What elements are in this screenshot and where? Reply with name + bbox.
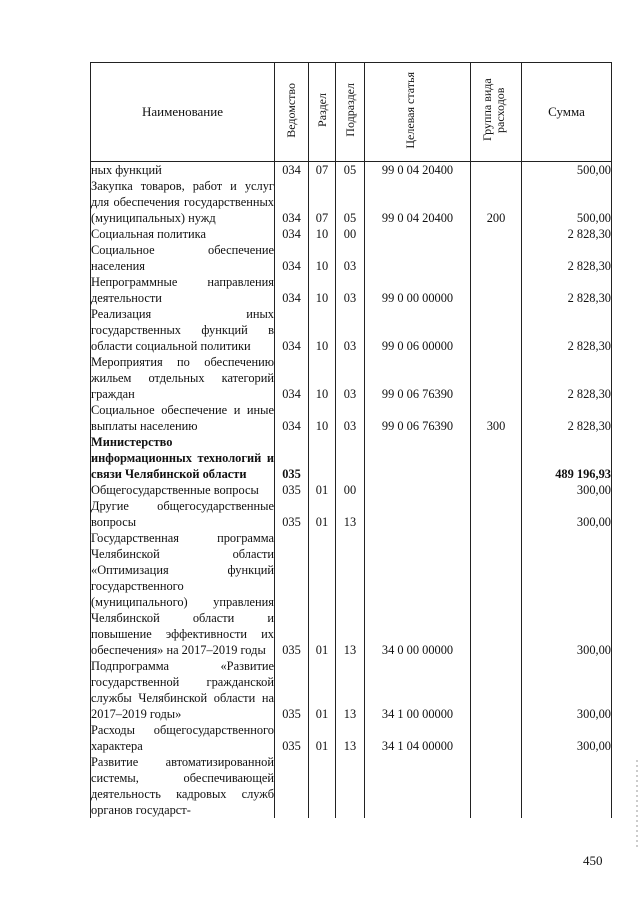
row-section: 01 [309,530,336,658]
row-section: 10 [309,306,336,354]
row-target: 99 0 06 00000 [365,306,471,354]
row-amount: 300,00 [522,722,612,754]
row-amount: 489 196,93 [522,434,612,482]
row-section: 01 [309,658,336,722]
row-amount: 300,00 [522,530,612,658]
row-amount: 2 828,30 [522,354,612,402]
row-name: Государственная программа Челябинской области «Оптимизация функций государственного (муниципального) управления Челябинской области и повышение эффективности их обеспечения» на 2017–2019 годы [91,531,274,657]
row-target [365,482,471,498]
row-amount: 300,00 [522,498,612,530]
table-row [91,722,612,754]
row-target: 34 0 00 00000 [365,530,471,658]
row-subsection: 05 [336,162,365,179]
row-amount: 2 828,30 [522,306,612,354]
budget-table [90,62,612,818]
row-amount: 2 828,30 [522,402,612,434]
table-row [91,162,612,179]
row-section: 10 [309,226,336,242]
row-section: 07 [309,178,336,226]
table-row [91,242,612,274]
row-expense-group [471,434,522,482]
table-header-row [91,63,612,162]
page-number: 450 [583,853,603,868]
row-department: 035 [275,722,309,754]
row-name: Другие общегосударственные вопросы [91,499,274,529]
row-department: 035 [275,658,309,722]
row-section: 07 [309,162,336,179]
row-amount: 2 828,30 [522,226,612,242]
row-department: 034 [275,354,309,402]
row-name: Закупка товаров, работ и услуг для обеспечения государственных (муниципальных) нужд [91,179,274,225]
table-row [91,274,612,306]
row-section: 10 [309,402,336,434]
row-target [365,434,471,482]
row-subsection: 03 [336,306,365,354]
row-name: Реализация иных государственных функций в области социальной политики [91,307,274,353]
row-target [365,754,471,818]
row-target: 99 0 00 00000 [365,274,471,306]
header-subsection: Подраздел [336,63,365,162]
header-amount: Сумма [522,63,612,162]
table-row [91,530,612,658]
table-row [91,178,612,226]
row-expense-group [471,354,522,402]
header-department: Ведомство [275,63,309,162]
row-subsection: 03 [336,242,365,274]
row-target: 99 0 04 20400 [365,178,471,226]
row-name: Непрограммные направления деятельности [91,275,274,305]
table-row [91,482,612,498]
row-department: 034 [275,274,309,306]
row-target: 99 0 06 76390 [365,354,471,402]
row-section [309,434,336,482]
header-expense-group: Группа вида расходов [471,63,522,162]
row-expense-group [471,530,522,658]
row-section: 10 [309,354,336,402]
row-name: Подпрограмма «Развитие государственной гражданской службы Челябинской области на 2017–2019 годы» [91,659,274,721]
row-expense-group [471,242,522,274]
row-target [365,226,471,242]
row-name: Мероприятия по обеспечению жильем отдельных категорий граждан [91,355,274,401]
row-department: 035 [275,530,309,658]
table-row [91,658,612,722]
row-subsection: 03 [336,274,365,306]
row-subsection: 13 [336,722,365,754]
row-expense-group [471,482,522,498]
row-name: ных функций [91,162,275,179]
row-subsection: 03 [336,354,365,402]
row-department: 034 [275,178,309,226]
row-subsection: 00 [336,226,365,242]
row-target: 34 1 00 00000 [365,658,471,722]
header-target: Целевая статья [365,63,471,162]
row-subsection: 13 [336,530,365,658]
row-name: Социальная политика [91,226,275,242]
row-department: 034 [275,242,309,274]
row-amount: 2 828,30 [522,242,612,274]
row-subsection: 03 [336,402,365,434]
header-name: Наименование [91,63,275,162]
row-amount: 300,00 [522,482,612,498]
row-amount: 500,00 [522,162,612,179]
row-section [309,754,336,818]
row-amount: 300,00 [522,658,612,722]
row-expense-group [471,162,522,179]
row-department: 035 [275,498,309,530]
table-row [91,434,612,482]
row-name: Расходы общегосударственного характера [91,723,274,753]
table-row [91,498,612,530]
row-expense-group [471,658,522,722]
row-expense-group [471,754,522,818]
table-row [91,226,612,242]
row-department: 034 [275,162,309,179]
row-department: 034 [275,306,309,354]
row-target: 99 0 04 20400 [365,162,471,179]
row-section: 10 [309,242,336,274]
row-name: Социальное обеспечение и иные выплаты населению [91,403,274,433]
row-expense-group [471,722,522,754]
row-subsection: 00 [336,482,365,498]
scan-edge-mark [636,760,638,850]
row-section: 01 [309,722,336,754]
row-expense-group [471,306,522,354]
row-amount [522,754,612,818]
row-subsection [336,434,365,482]
table-row [91,306,612,354]
row-department [275,754,309,818]
row-target [365,498,471,530]
row-expense-group: 200 [471,178,522,226]
row-section: 10 [309,274,336,306]
row-amount: 2 828,30 [522,274,612,306]
row-subsection: 13 [336,658,365,722]
row-department: 035 [275,482,309,498]
row-name: Развитие автоматизированной системы, обеспечивающей деятельность кадровых служб органов государст- [91,755,274,817]
row-subsection: 05 [336,178,365,226]
row-name: Социальное обеспечение населения [91,243,274,273]
row-department: 034 [275,226,309,242]
row-subsection [336,754,365,818]
row-section: 01 [309,482,336,498]
table-row [91,354,612,402]
table-row [91,754,612,818]
row-expense-group: 300 [471,402,522,434]
row-name: Министерство информационных технологий и связи Челябинской области [91,435,274,481]
row-target [365,242,471,274]
header-section: Раздел [309,63,336,162]
row-target: 34 1 04 00000 [365,722,471,754]
row-section: 01 [309,498,336,530]
row-subsection: 13 [336,498,365,530]
row-amount: 500,00 [522,178,612,226]
table-row [91,402,612,434]
row-name: Общегосударственные вопросы [91,482,275,498]
row-target: 99 0 06 76390 [365,402,471,434]
row-expense-group [471,274,522,306]
row-expense-group [471,226,522,242]
row-department: 034 [275,402,309,434]
row-department: 035 [275,434,309,482]
row-expense-group [471,498,522,530]
table-body [91,162,612,819]
